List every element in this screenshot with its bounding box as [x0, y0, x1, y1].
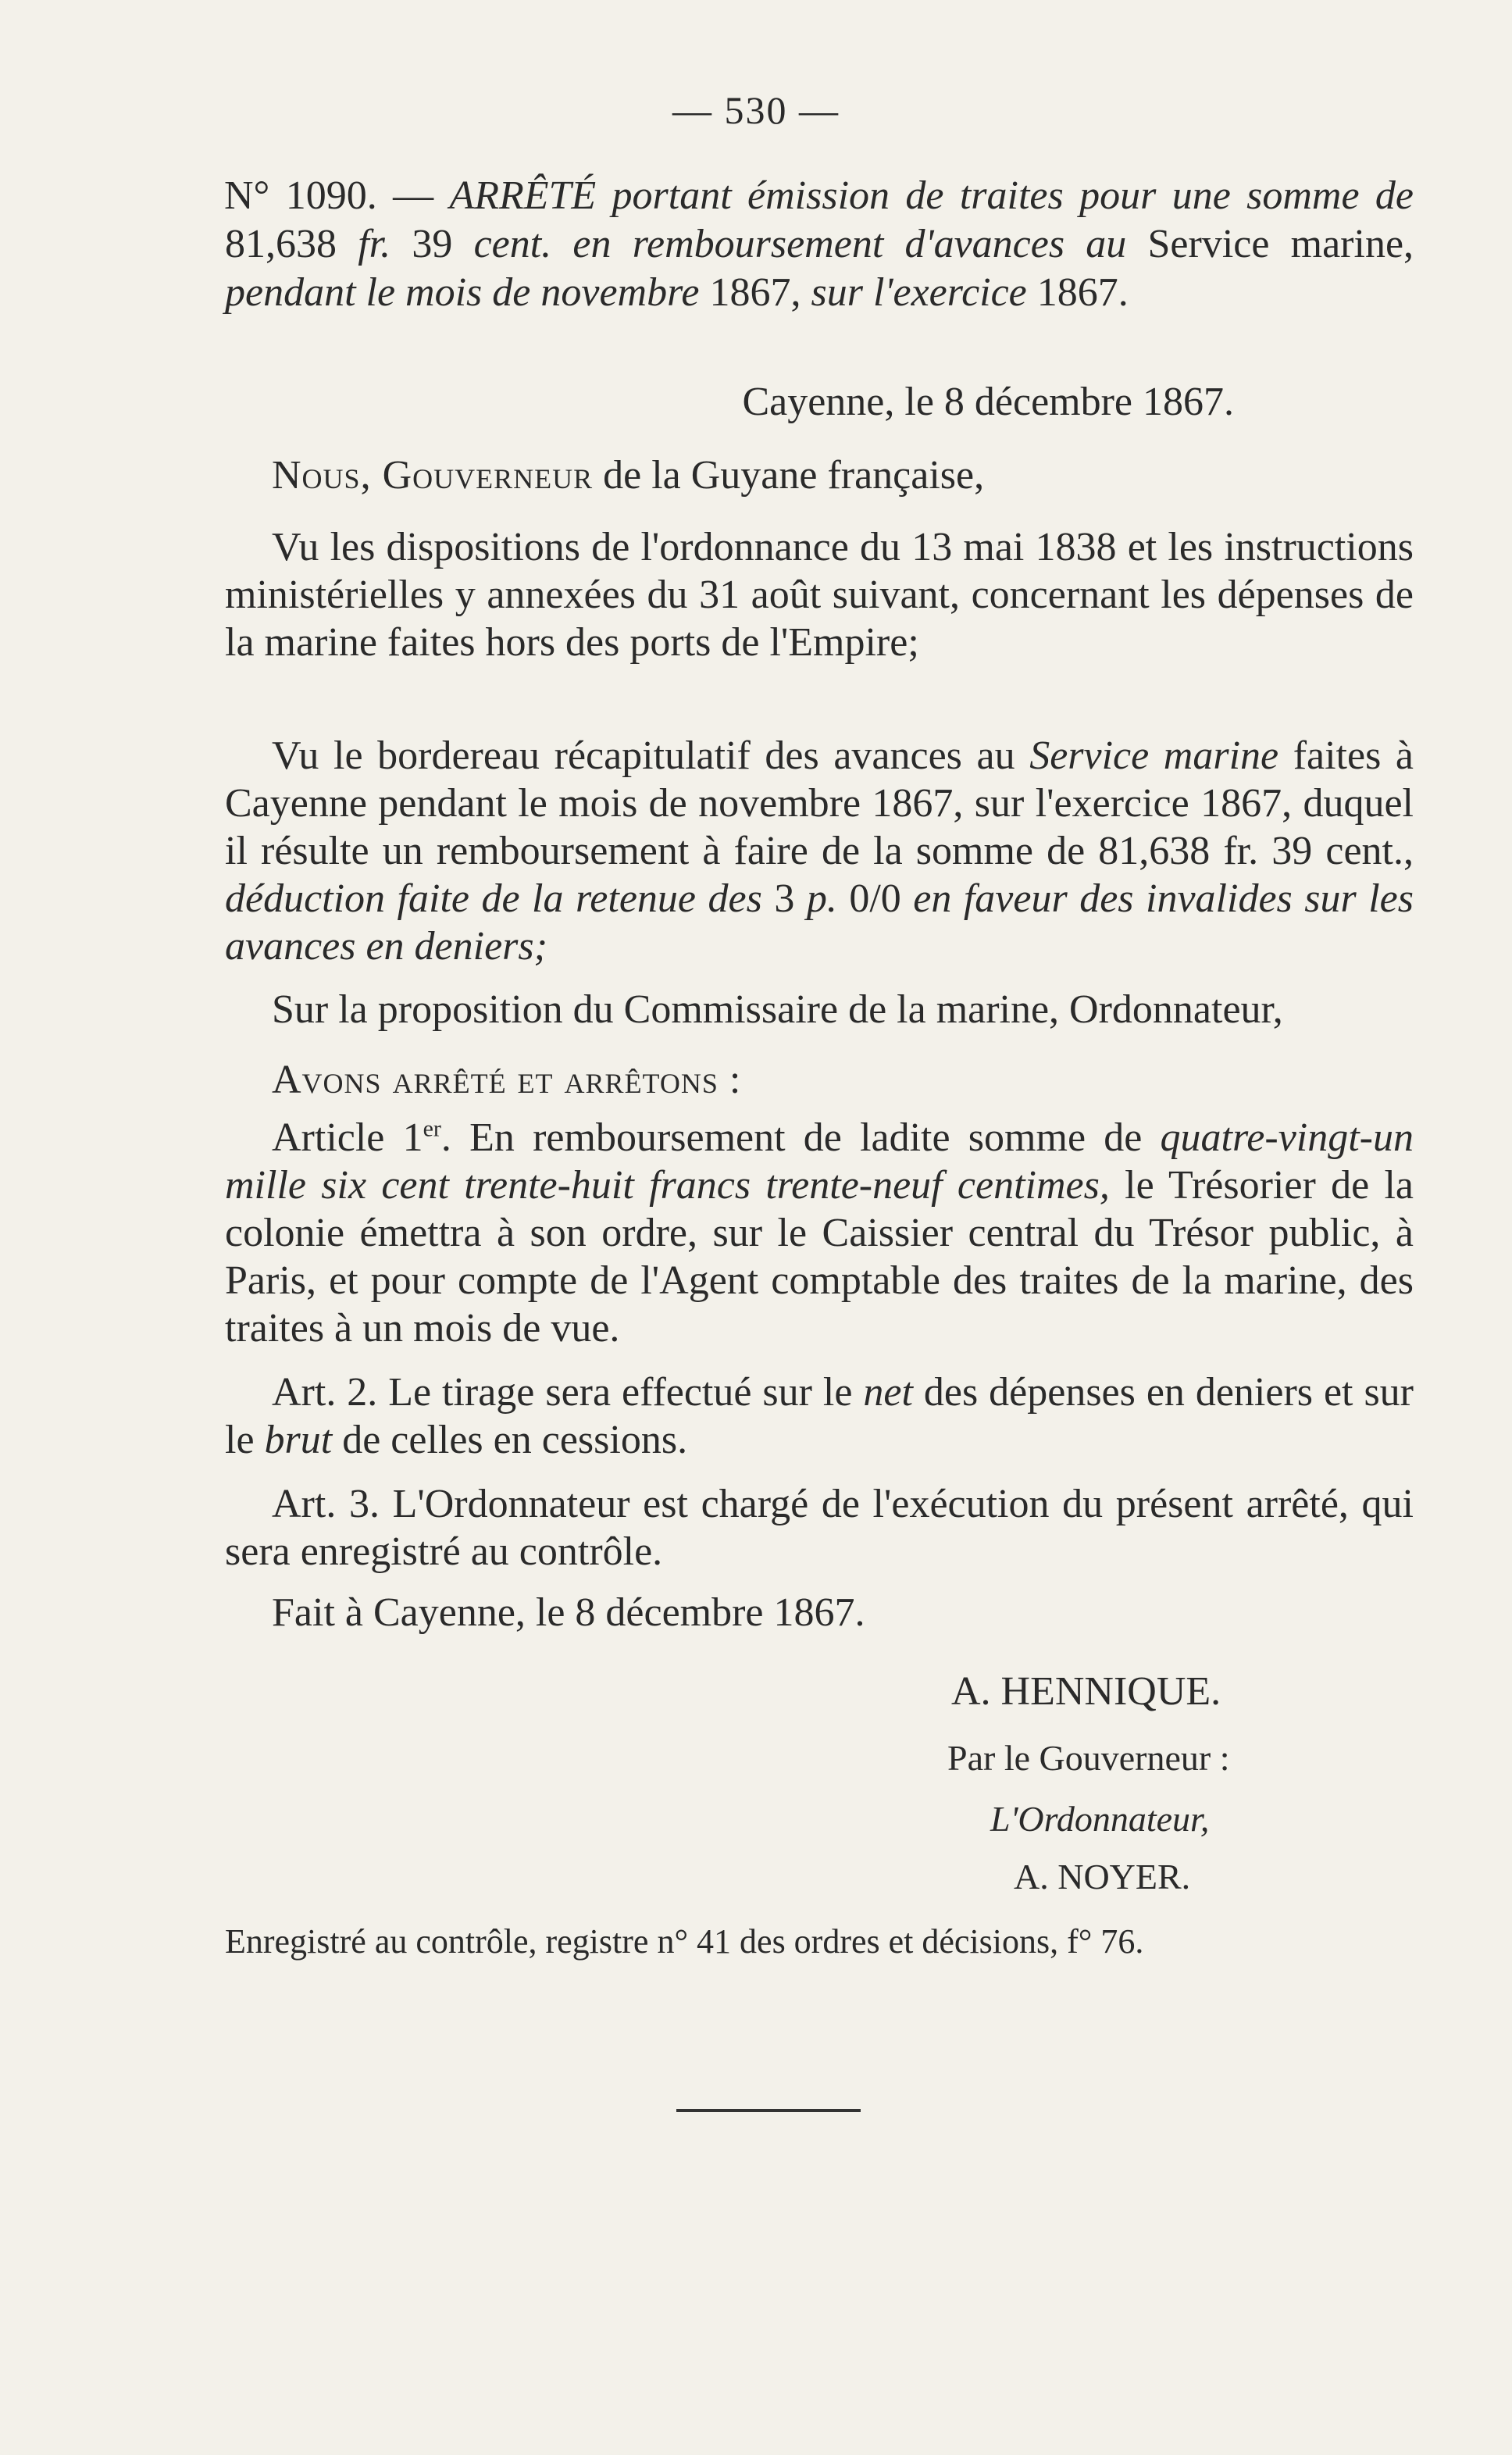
place-date: Cayenne, le 8 décembre 1867. [742, 380, 1234, 424]
signature-noyer: A. NOYER. [1014, 1857, 1191, 1897]
paragraph-vu-bordereau: Vu le bordereau récapitulatif des avances au Service marine faites à Cayenne pendant le mois de novembre 1867, sur l'exercice 1867, duquel il résulte un remboursement à faire de la somme de 81,638 fr. 39 cent., déduction faite de la retenue des 3 p. 0/0 en faveur des invalides sur les avances en deniers; [225, 733, 1414, 969]
paragraph-proposition: Sur la proposition du Commissaire de la marine, Ordonnateur, [272, 987, 1283, 1032]
registration-note: Enregistré au contrôle, registre n° 41 des ordres et décisions, f° 76. [225, 1922, 1144, 1961]
article-2: Art. 2. Le tirage sera effectué sur le net des dépenses en deniers et sur le brut de celles en cessions. [225, 1370, 1414, 1462]
article-1: Article 1er. En remboursement de ladite somme de quatre-vingt-un mille six cent trente-huit francs trente-neuf centimes, le Trésorier de la colonie émettra à son ordre, sur le Caissier central du Trésor public, à Paris, et pour compte de l'Agent comptable des traites de la marine, des traites à un mois de vue. [225, 1115, 1414, 1351]
decree-number: N° 1090. [224, 173, 377, 218]
avons-arrete: Avons arrêté et arrêtons : [272, 1058, 742, 1102]
decree-heading: ARRÊTÉ portant émission de traites pour une somme de [449, 173, 1414, 218]
signature-par-le-gouverneur: Par le Gouverneur : [947, 1738, 1230, 1778]
decree-title: N° 1090. — ARRÊTÉ portant émission de traites pour une somme de 81,638 fr. 39 cent. en remboursement d'avances au Service marine, pendant le mois de novembre 1867, sur l'exercice 1867. [224, 173, 1414, 315]
article-3: Art. 3. L'Ordonnateur est chargé de l'exécution du présent arrêté, qui sera enregistré au contrôle. [225, 1482, 1414, 1574]
nous-line: Nous, Gouverneur de la Guyane française, [272, 453, 985, 498]
paragraph-vu-ordonnance: Vu les dispositions de l'ordonnance du 13 mai 1838 et les instructions ministérielles y annexées du 31 août suivant, concernant les dépenses de la marine faites hors des ports de l'Empire; [225, 525, 1414, 665]
signature-role: L'Ordonnateur, [990, 1799, 1210, 1839]
bottom-rule [676, 2109, 861, 2112]
page-number: — 530 — [672, 88, 840, 132]
fait-line: Fait à Cayenne, le 8 décembre 1867. [272, 1590, 865, 1635]
signature-hennique: A. HENNIQUE. [951, 1669, 1221, 1714]
